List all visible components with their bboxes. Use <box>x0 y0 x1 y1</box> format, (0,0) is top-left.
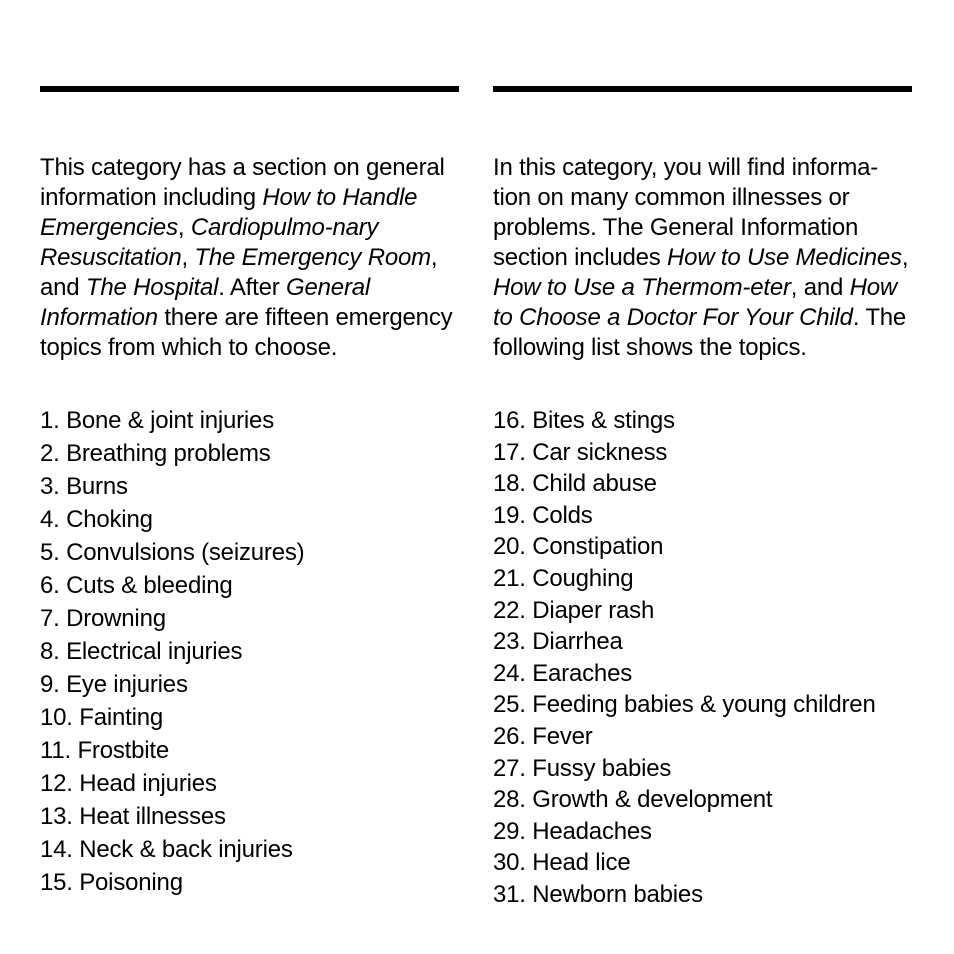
left-header-rule <box>40 86 459 92</box>
emergency-topic-list <box>40 404 304 899</box>
list-item: 28. Growth & development <box>493 786 773 814</box>
list-item: 30. Head lice <box>493 849 631 877</box>
list-item: 23. Diarrhea <box>493 628 623 656</box>
list-item: 18. Child abuse <box>493 470 657 498</box>
right-header-rule <box>493 86 912 92</box>
list-item: 29. Headaches <box>493 817 652 845</box>
list-item: 12. Head injuries <box>40 770 217 797</box>
list-item: 31. Newborn babies <box>493 880 703 908</box>
list-item: 21. Coughing <box>493 564 634 592</box>
list-item: 11. Frostbite <box>40 737 170 764</box>
italic-title: How to Use a Thermom-eter <box>493 274 791 301</box>
italic-title: How to Handle Emergencies <box>40 184 418 241</box>
list-item: 25. Feeding babies & young children <box>493 691 876 719</box>
list-item: 5. Convulsions (seizures) <box>40 539 305 566</box>
list-item: 9. Eye injuries <box>40 671 188 698</box>
illness-topic-list <box>493 405 876 911</box>
list-item: 1. Bone & joint injuries <box>40 407 275 434</box>
list-item: 22. Diaper rash <box>493 596 655 624</box>
list-item: 27. Fussy babies <box>493 754 672 782</box>
list-item: 20. Constipation <box>493 533 664 561</box>
italic-title: The Hospital <box>85 274 219 301</box>
list-item: 3. Burns <box>40 473 128 500</box>
list-item: 26. Fever <box>493 722 593 750</box>
list-item: 14. Neck & back injuries <box>40 836 293 863</box>
list-item: 16. Bites & stings <box>493 407 675 434</box>
list-item: 19. Colds <box>493 501 593 529</box>
list-item: 4. Choking <box>40 506 153 533</box>
right-intro-paragraph: In this category, you will find informa-tion on many common illnesses or problems. The General Information section includes How to Use Medicines, How to Use a Thermom-eter, and How to Choose a Doctor For Your Child. The following list shows the topics. <box>493 154 909 361</box>
list-item: 10. Fainting <box>40 704 164 731</box>
italic-title: How to Use Medicines <box>667 244 902 271</box>
list-item: 13. Heat illnesses <box>40 803 226 830</box>
left-intro-paragraph: This category has a section on general information including How to Handle Emergencies, Cardiopulmo-nary Resuscitation, The Emergency Room, and The Hospital. After General Information there are fifteen emergency topics from which to choose. <box>40 154 453 361</box>
italic-title: The Emergency Room <box>194 244 431 271</box>
list-item: 6. Cuts & bleeding <box>40 572 233 599</box>
list-item: 17. Car sickness <box>493 438 668 466</box>
list-item: 24. Earaches <box>493 659 633 687</box>
list-item: 2. Breathing problems <box>40 440 271 467</box>
list-item: 7. Drowning <box>40 605 166 632</box>
italic-title: General Information <box>40 274 371 331</box>
list-item: 8. Electrical injuries <box>40 638 243 665</box>
italic-title: How to Choose a Doctor For Your Child <box>493 274 898 331</box>
list-item: 15. Poisoning <box>40 869 183 896</box>
italic-title: Cardiopulmo-nary Resuscitation <box>40 214 379 271</box>
